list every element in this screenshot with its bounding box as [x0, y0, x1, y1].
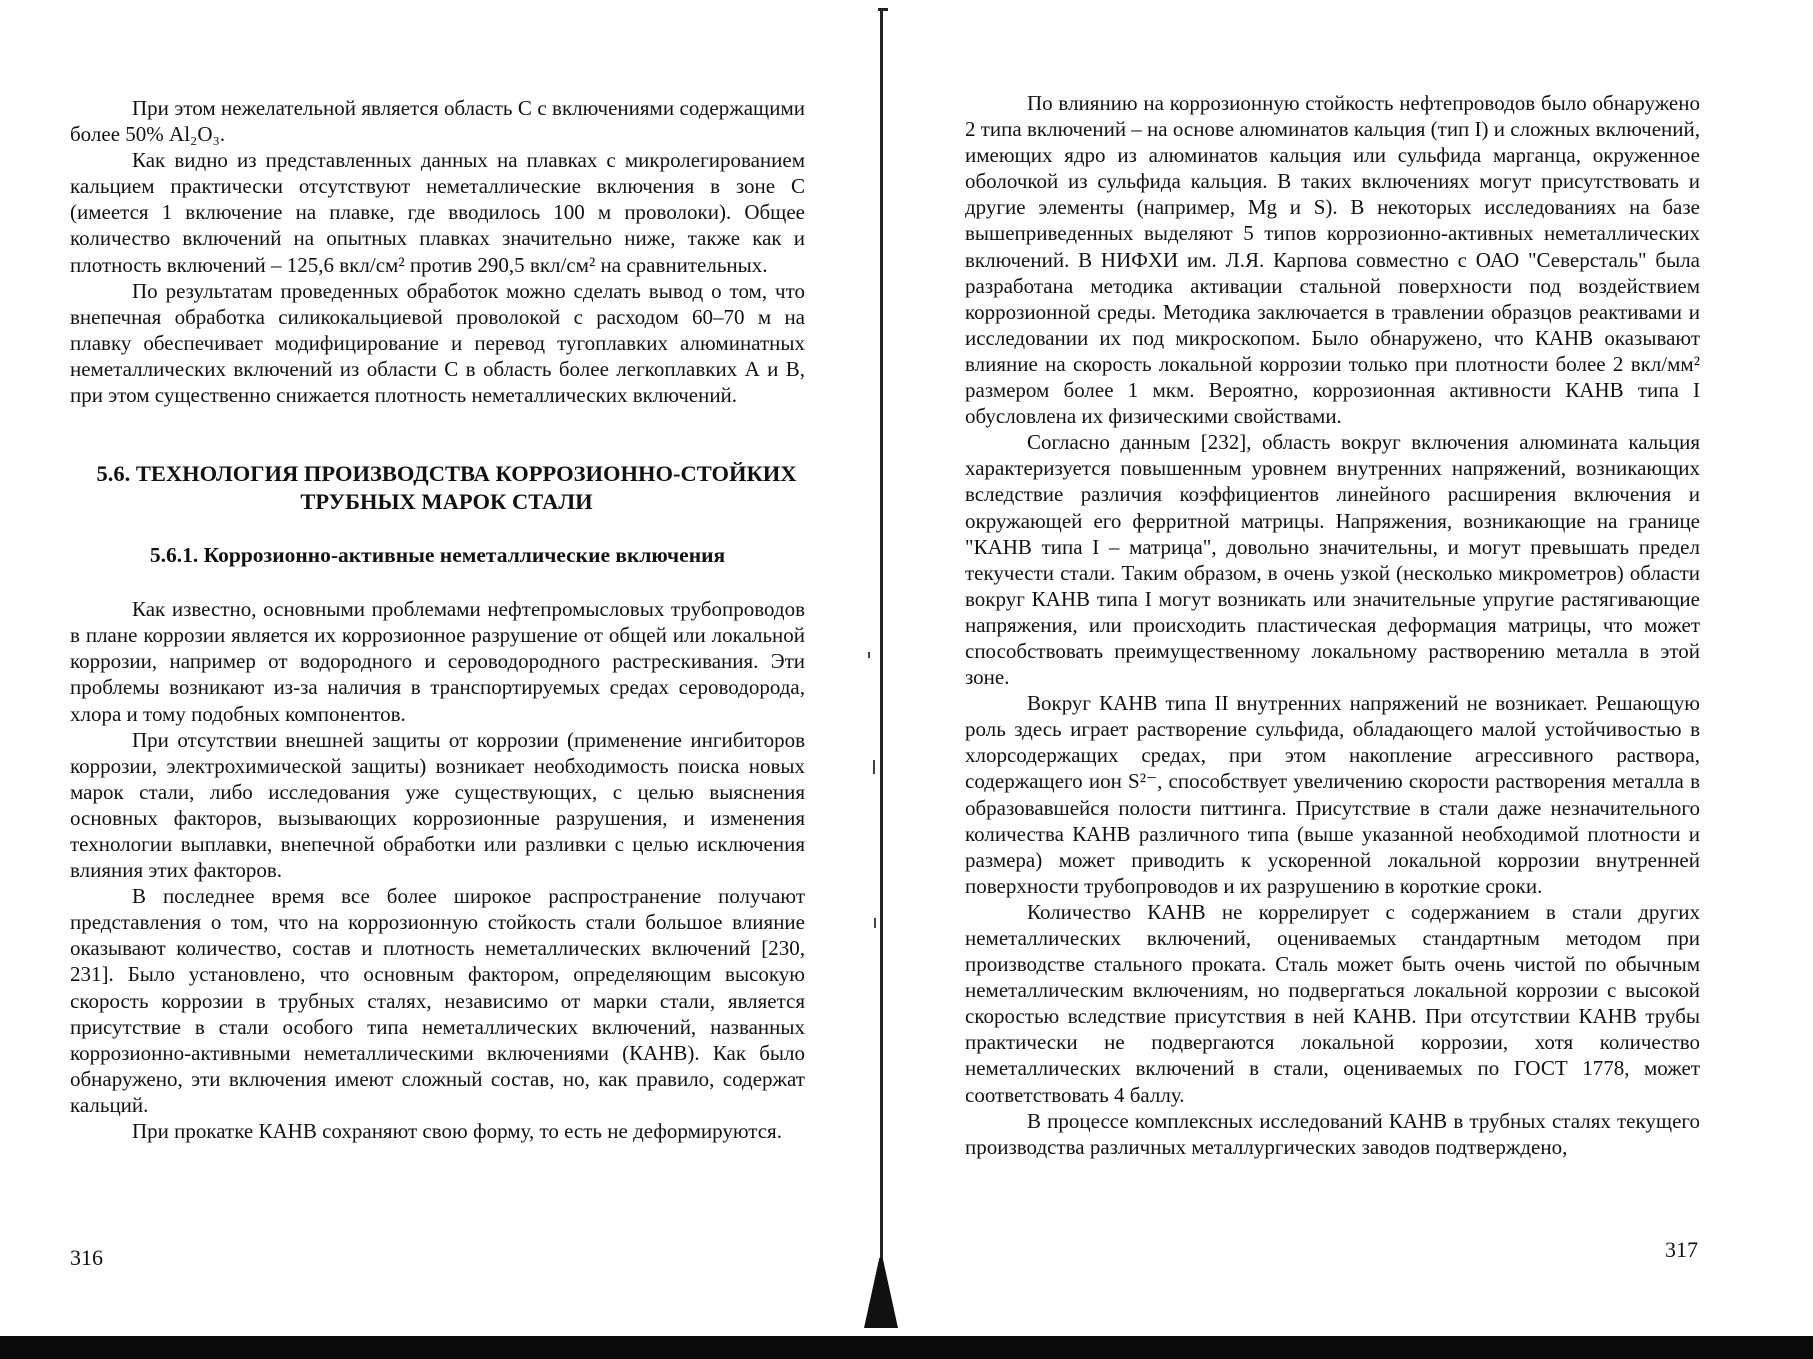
paragraph: По влиянию на коррозионную стойкость нефтепроводов было обнаружено 2 типа включений – на основе алюминатов кальция (тип I) и сложных включений, имеющих ядро из алюминатов кальция или сульфида марганца, окруженное оболочкой из сульфида кальция. В таких включениях могут присутствовать и другие элементы (например, Mg и S). В некоторых исследованиях на базе вышеприведенных выделяют 5 типов коррозионно-активных неметаллических включений. В НИФХИ им. Л.Я. Карпова совместно с ОАО "Северсталь" была разработана методика активации стальной поверхности под воздействием коррозионной среды. Методика заключается в травлении образцов реактивами и исследовании их под микроскопом. Было обнаружено, что КАНВ оказывают влияние на скорость локальной коррозии только при плотности более 2 вкл/мм² размером более 1 мкм. Вероятно, коррозионная активности КАНВ типа I обусловлена их физическими свойствами.	[965, 91, 1700, 429]
paragraph: В процессе комплексных исследований КАНВ в трубных сталях текущего производства различных металлургических заводов подтверждено,	[965, 1108, 1700, 1159]
scan-speck	[874, 918, 876, 928]
section-heading: 5.6. ТЕХНОЛОГИЯ ПРОИЗВОДСТВА КОРРОЗИОННО-СТОЙКИХ ТРУБНЫХ МАРОК СТАЛИ	[96, 461, 797, 515]
scan-speck	[868, 652, 870, 658]
page-number: 317	[1665, 1237, 1698, 1262]
right-page-text	[965, 90, 1700, 1160]
gutter-mark	[878, 8, 888, 11]
scan-speck	[873, 760, 875, 774]
paragraph: Количество КАНВ не коррелирует с содержанием в стали других неметаллических включений, оцениваемых стандартным методом при производстве стального проката. Сталь может быть очень чистой по обычным неметаллическим включениям, но подвергаться локальной коррозии с высокой скоростью вследствие присутствия в ней КАНВ. При отсутствии КАНВ трубы практически не подвергаются локальной коррозии, хотя количество неметаллических включений в стали, оцениваемых по ГОСТ 1778, может соответствовать 4 баллу.	[965, 899, 1700, 1107]
paragraph: Вокруг КАНВ типа II внутренних напряжений не возникает. Решающую роль здесь играет растворение сульфида, обладающего малой устойчивостью в хлорсодержащих средах, при этом накопление агрессивного раствора, содержащего ион S²⁻, способствует увеличению скорости растворения металла в образовавшейся полости питтинга. Присутствие в стали даже незначительного количества КАНВ различного типа (выше указанной необходимой плотности и размера) может приводить к ускоренной локальной коррозии внутренней поверхности трубопроводов и их разрушению в короткие сроки.	[965, 691, 1700, 898]
page-number: 316	[70, 1245, 103, 1270]
paragraph: При прокатке КАНВ сохраняют свою форму, то есть не деформируются.	[132, 1119, 782, 1143]
paragraph: При этом нежелательной является область С с включениями содержащими более 50% Al₂O₃.	[70, 96, 805, 147]
left-page-text	[70, 95, 805, 1144]
paragraph: Как известно, основными проблемами нефтепромысловых трубопроводов в плане коррозии является их коррозионное разрушение от общей или локальной коррозии, например от водородного и сероводородного растрескивания. Эти проблемы возникают из-за наличия в транспортируемых средах сероводорода, хлора и тому подобных компонентов.	[70, 597, 805, 726]
book-gutter	[880, 8, 883, 1298]
subsection-heading: 5.6.1. Коррозионно-активные неметаллические включения	[149, 543, 726, 568]
paragraph: Согласно данным [232], область вокруг включения алюмината кальция характеризуется повышенным уровнем внутренних напряжений, возникающих вследствие различия коэффициентов линейного расширения включения и окружающей его ферритной матрицы. Напряжения, возникающие на границе "КАНВ типа I – матрица", довольно значительны, и могут превышать предел текучести стали. Таким образом, в очень узкой (несколько микрометров) области вокруг КАНВ типа I могут возникать или значительные упругие растягивающие напряжения, или происходить пластическая деформация матрицы, что может способствовать преимущественному локальному растворению металла в этой зоне.	[965, 430, 1700, 690]
scan-edge-band	[0, 1336, 1813, 1359]
paragraph: Как видно из представленных данных на плавках с микролегированием кальцием практически отсутствуют неметаллические включения в зоне С (имеется 1 включение на плавке, где вводилось 100 м проволоки). Общее количество включений на опытных плавках значительно ниже, также как и плотность включений – 125,6 вкл/см² против 290,5 вкл/см² на сравнительных.	[70, 148, 805, 277]
paragraph: В последнее время все более широкое распространение получают представления о том, что на коррозионную стойкость стали большое влияние оказывают количество, состав и плотность неметаллических включений [230, 231]. Было установлено, что основным фактором, определяющим высокую скорость коррозии в трубных сталях, независимо от марки стали, является присутствие в стали особого типа неметаллических включений, названных коррозионно-активными неметаллическими включениями (КАНВ). Как было обнаружено, эти включения имеют сложный состав, но, как правило, содержат кальций.	[70, 884, 805, 1117]
paragraph: При отсутствии внешней защиты от коррозии (применение ингибиторов коррозии, электрохимической защиты) возникает необходимость поиска новых марок стали, либо исследования уже существующих, с целью выяснения основных факторов, вызывающих коррозионные разрушения, и изменения технологии выплавки, внепечной обработки или разливки с целью исключения влияния этих факторов.	[70, 727, 805, 883]
left-page	[0, 0, 905, 1359]
paragraph: По результатам проведенных обработок можно сделать вывод о том, что внепечная обработка силикокальциевой проволокой с расходом 60–70 м на плавку обеспечивает модифицирование и перевод тугоплавких алюминатных неметаллических включений из области С в область более легкоплавких А и В, при этом существенно снижается плотность неметаллических включений.	[70, 278, 805, 408]
